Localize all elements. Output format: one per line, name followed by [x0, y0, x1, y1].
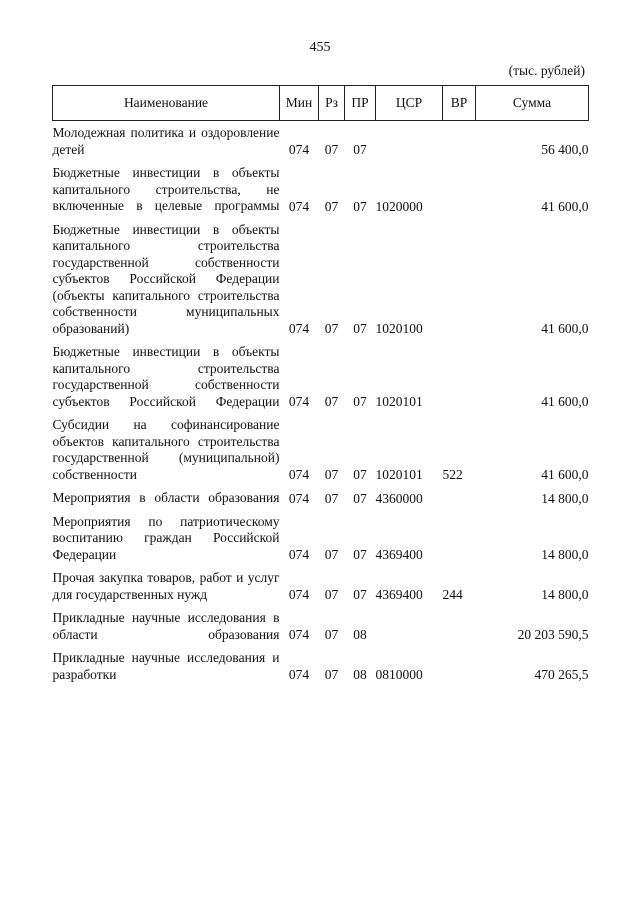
- row-min: 074: [288, 667, 310, 682]
- row-rz: 07: [324, 667, 339, 682]
- row-rz: 07: [324, 627, 339, 642]
- row-name: Бюджетные инвестиции в объекты капитального строительства государственной собственности субъектов Российской Федерации: [52, 344, 280, 409]
- row-amount: 14 800,0: [541, 490, 589, 506]
- row-min: 074: [288, 394, 310, 409]
- header-name: Наименование: [53, 86, 280, 121]
- row-amount: 41 600,0: [541, 467, 589, 482]
- header-pr: ПР: [345, 86, 376, 121]
- row-pr: 07: [353, 467, 367, 482]
- row-vr: [443, 514, 476, 571]
- table-row: [53, 344, 589, 417]
- row-csr: [376, 121, 443, 166]
- table-row: [53, 570, 589, 610]
- row-name: Бюджетные инвестиции в объекты капитального строительства, не включенные в целевые программы: [52, 165, 280, 213]
- row-min: 074: [288, 547, 310, 562]
- row-min: 074: [288, 321, 310, 336]
- header-rz: Рз: [319, 86, 345, 121]
- row-vr: [443, 165, 476, 222]
- row-rz: 07: [324, 321, 339, 336]
- row-min: 074: [288, 490, 310, 506]
- table-row: [53, 650, 589, 690]
- row-name: Субсидии на софинансирование объектов капитального строительства государственной (муниципальной) собственности: [52, 417, 280, 482]
- row-pr: 07: [353, 321, 367, 336]
- row-name: Прикладные научные исследования и разработки: [52, 650, 280, 682]
- row-csr: 4360000: [375, 490, 423, 506]
- row-name: Мероприятия по патриотическому воспитанию граждан Российской Федерации: [52, 513, 280, 562]
- row-min: 074: [288, 198, 310, 214]
- row-vr: 522: [442, 467, 463, 482]
- row-pr: 07: [353, 587, 367, 602]
- row-min: 074: [288, 587, 310, 602]
- row-name: Мероприятия в области образования: [52, 490, 280, 505]
- row-amount: 20 203 590,5: [517, 627, 589, 642]
- row-vr: [443, 121, 476, 166]
- row-rz: 07: [324, 547, 339, 562]
- row-rz: 07: [324, 394, 339, 409]
- row-csr: 4369400: [375, 587, 423, 602]
- row-amount: 14 800,0: [541, 587, 589, 602]
- row-rz: 07: [324, 587, 339, 602]
- row-vr: [443, 610, 476, 650]
- row-vr: 244: [442, 587, 463, 602]
- row-name: Бюджетные инвестиции в объекты капитального строительства государственной собственности субъектов Российской Федерации (объекты капитального строительства собственности муниципальных образований): [52, 221, 280, 336]
- row-csr: 1020000: [375, 198, 423, 214]
- row-csr: 1020101: [375, 394, 423, 409]
- row-csr: [376, 610, 443, 650]
- row-min: 074: [288, 142, 310, 157]
- row-rz: 07: [324, 467, 339, 482]
- row-pr: 08: [353, 667, 367, 682]
- budget-table: [52, 85, 589, 690]
- row-csr: 0810000: [375, 667, 423, 682]
- row-pr: 07: [353, 198, 367, 214]
- row-amount: 56 400,0: [541, 142, 589, 157]
- table-row: [53, 165, 589, 222]
- row-amount: 41 600,0: [541, 394, 589, 409]
- row-vr: [443, 650, 476, 690]
- row-name: Прикладные научные исследования в области образования: [52, 610, 280, 642]
- row-pr: 08: [353, 627, 367, 642]
- table-row: [53, 417, 589, 490]
- row-name: Молодежная политика и оздоровление детей: [52, 125, 280, 157]
- row-amount: 470 265,5: [534, 667, 589, 682]
- header-vr: ВР: [443, 86, 476, 121]
- header-min: Мин: [280, 86, 319, 121]
- row-name: Прочая закупка товаров, работ и услуг для государственных нужд: [52, 570, 280, 602]
- table-row: [53, 610, 589, 650]
- row-vr: [443, 344, 476, 417]
- table-row: [53, 514, 589, 571]
- table-row: [53, 490, 589, 514]
- row-csr: 1020100: [375, 321, 423, 336]
- row-rz: 07: [324, 198, 339, 214]
- row-csr: 4369400: [375, 547, 423, 562]
- table-row: [53, 121, 589, 166]
- row-min: 074: [288, 627, 310, 642]
- header-csr: ЦСР: [376, 86, 443, 121]
- header-amount: Сумма: [476, 86, 589, 121]
- table-header-row: [53, 86, 589, 121]
- row-pr: 07: [353, 142, 367, 157]
- row-rz: 07: [324, 490, 339, 506]
- units-label: (тыс. рублей): [508, 63, 585, 78]
- row-csr: 1020101: [375, 467, 423, 482]
- table-row: [53, 222, 589, 345]
- row-rz: 07: [324, 142, 339, 157]
- row-pr: 07: [353, 394, 367, 409]
- page-number: 455: [309, 40, 331, 55]
- row-min: 074: [288, 467, 310, 482]
- row-vr: [443, 490, 476, 514]
- row-amount: 41 600,0: [541, 321, 589, 336]
- row-vr: [443, 222, 476, 345]
- row-pr: 07: [353, 490, 367, 506]
- row-amount: 41 600,0: [541, 198, 589, 214]
- row-amount: 14 800,0: [541, 547, 589, 562]
- row-pr: 07: [353, 547, 367, 562]
